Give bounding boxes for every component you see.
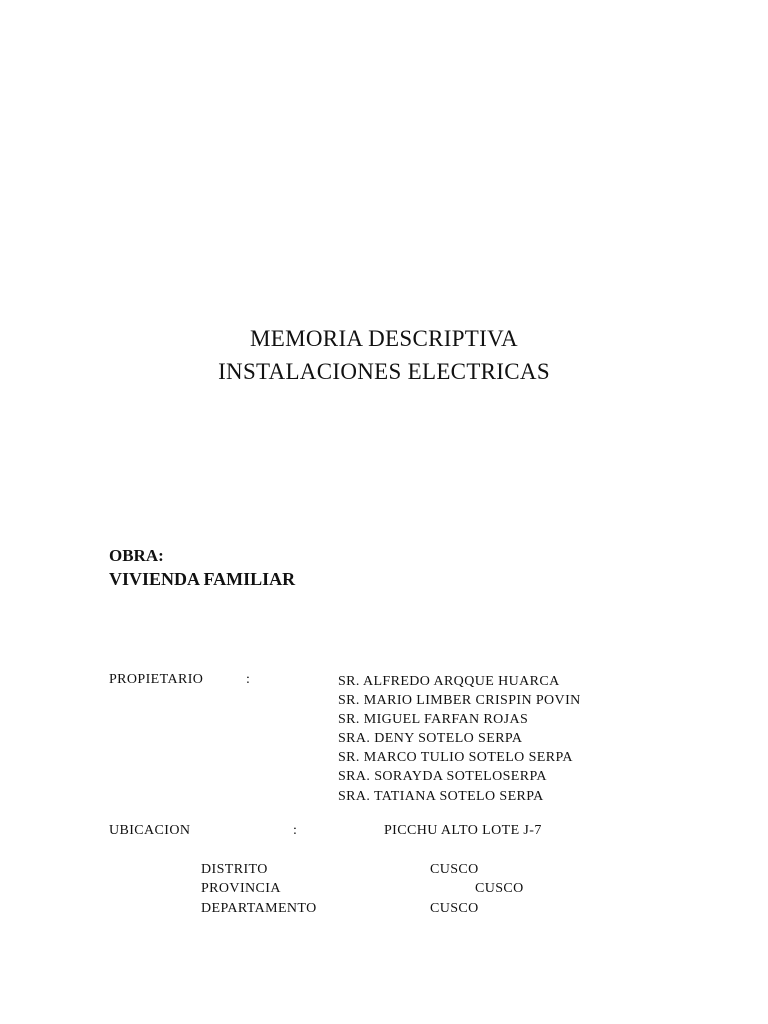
obra-value: VIVIENDA FAMILIAR xyxy=(109,569,296,589)
distrito-label: DISTRITO xyxy=(201,862,268,877)
ubicacion-value: PICCHU ALTO LOTE J-7 xyxy=(384,823,542,838)
ubicacion-separator: : xyxy=(293,823,298,838)
distrito-value: CUSCO xyxy=(430,862,479,877)
owner-item: SRA. SORAYDA SOTELOSERPA xyxy=(338,769,547,785)
owner-item: SR. MARCO TULIO SOTELO SERPA xyxy=(338,750,573,766)
provincia-value: CUSCO xyxy=(475,881,524,896)
propietario-label: PROPIETARIO xyxy=(109,672,204,687)
owner-item: SRA. TATIANA SOTELO SERPA xyxy=(338,788,544,804)
ubicacion-label: UBICACION xyxy=(109,823,191,838)
owners-list xyxy=(338,672,581,806)
owner-item: SR. MARIO LIMBER CRISPIN POVIN xyxy=(338,693,581,709)
title-line-1: MEMORIA DESCRIPTIVA xyxy=(250,326,518,351)
title-line-2: INSTALACIONES ELECTRICAS xyxy=(218,359,550,384)
owner-item: SR. MIGUEL FARFAN ROJAS xyxy=(338,712,529,728)
owner-item: SR. ALFREDO ARQQUE HUARCA xyxy=(338,674,560,689)
departamento-label: DEPARTAMENTO xyxy=(201,901,317,916)
propietario-separator: : xyxy=(246,672,251,687)
document-title xyxy=(0,322,768,388)
owner-item: SRA. DENY SOTELO SERPA xyxy=(338,731,523,747)
provincia-label: PROVINCIA xyxy=(201,881,281,896)
departamento-value: CUSCO xyxy=(430,901,479,916)
obra-label: OBRA: xyxy=(109,546,164,565)
